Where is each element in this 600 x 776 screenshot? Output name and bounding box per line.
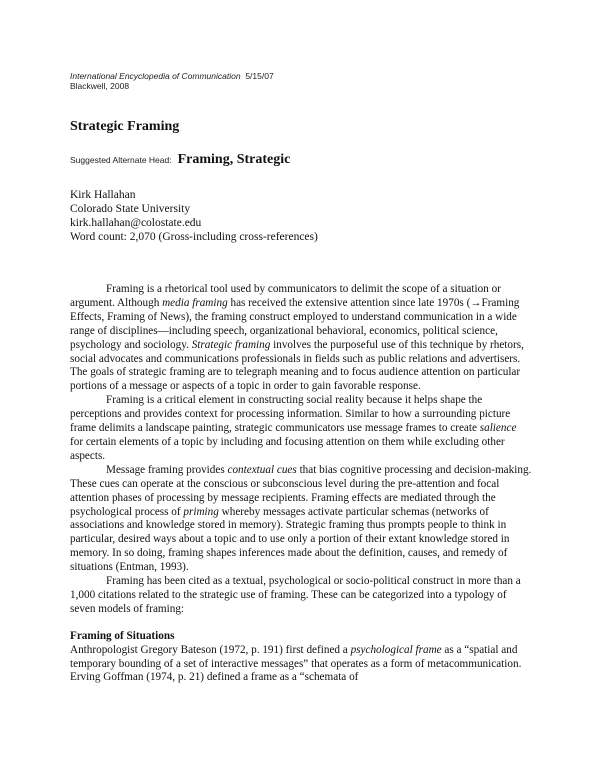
paragraph-2: Framing is a critical element in constructing social reality because it helps shape the perceptions and provides context for processing information. Similar to how a surrounding picture frame delimits a landscape painting, strategic communicators use message frames to create salience for certain elements of a topic by including and focusing attention on them while excluding other aspects.	[70, 394, 517, 462]
article-body	[70, 283, 532, 685]
publication-name: International Encyclopedia of Communication	[70, 71, 241, 81]
emphasis-salience: salience	[479, 422, 517, 435]
emphasis-psychological-frame: psychological frame	[350, 643, 442, 656]
word-count: Word count: 2,070 (Gross-including cross-references)	[70, 231, 318, 243]
publication-date: 5/15/07	[245, 71, 274, 81]
header-line-1	[70, 71, 274, 81]
section-paragraph: Anthropologist Gregory Bateson (1972, p. 191) first defined a psychological frame as a “spatial and temporary bounding of a set of interactive messages” that operates as a form of metacommunication. Erving Goffman (1974, p. 21) defined a frame as a “schemata of	[70, 643, 522, 684]
author-block	[70, 188, 318, 244]
author-affiliation: Colorado State University	[70, 203, 191, 215]
emphasis-media-framing: media framing	[162, 296, 228, 309]
paragraph-4: Framing has been cited as a textual, psychological or socio-political construct in more than a 1,000 citations related to the strategic use of framing. These can be categorized into a typology of seven models of framing:	[70, 575, 521, 615]
alternate-head-value: Framing, Strategic	[177, 152, 291, 167]
alternate-head	[70, 150, 290, 168]
emphasis-contextual-cues: contextual cues	[227, 463, 297, 476]
author-name: Kirk Hallahan	[70, 189, 136, 201]
paragraph-1: Framing is a rhetorical tool used by communicators to delimit the scope of a situation or argument. Although media framing has received the extensive attention since late 1970s (→Framing Effects, Framing of News), the framing construct employed to understand communication in a wide range of disciplines—including speech, organizational behavioral, economics, political science, psychology and sociology. Strategic framing involves the purposeful use of this technique by rhetors, social advocates and communications professionals in fields such as public relations and advertisers. The goals of strategic framing are to telegraph meaning and to focus audience attention on particular portions of a message or aspects of a topic in order to gain favorable response.	[70, 283, 524, 393]
publisher-line: Blackwell, 2008	[70, 81, 130, 91]
emphasis-strategic-framing: Strategic framing	[191, 338, 271, 351]
article-title: Strategic Framing	[70, 119, 180, 134]
emphasis-priming: priming	[183, 505, 219, 518]
paragraph-3: Message framing provides contextual cues that bias cognitive processing and decision-making. These cues can operate at the conscious or subconscious level during the pre-attention and focal attention phases of processing by message recipients. Framing effects are mediated through the psychological process of priming whereby messages activate particular schemas (networks of associations and knowledge stored in memory). Strategic framing thus prompts people to think in particular, desired ways about a topic and to use only a portion of their extant knowledge stored in memory. In so doing, framing shapes inferences made about the definition, causes, and remedy of situations (Entman, 1993).	[70, 463, 532, 574]
section-heading: Framing of Situations	[70, 629, 175, 642]
alternate-head-label: Suggested Alternate Head:	[70, 155, 172, 165]
author-email: kirk.hallahan@colostate.edu	[70, 217, 202, 229]
